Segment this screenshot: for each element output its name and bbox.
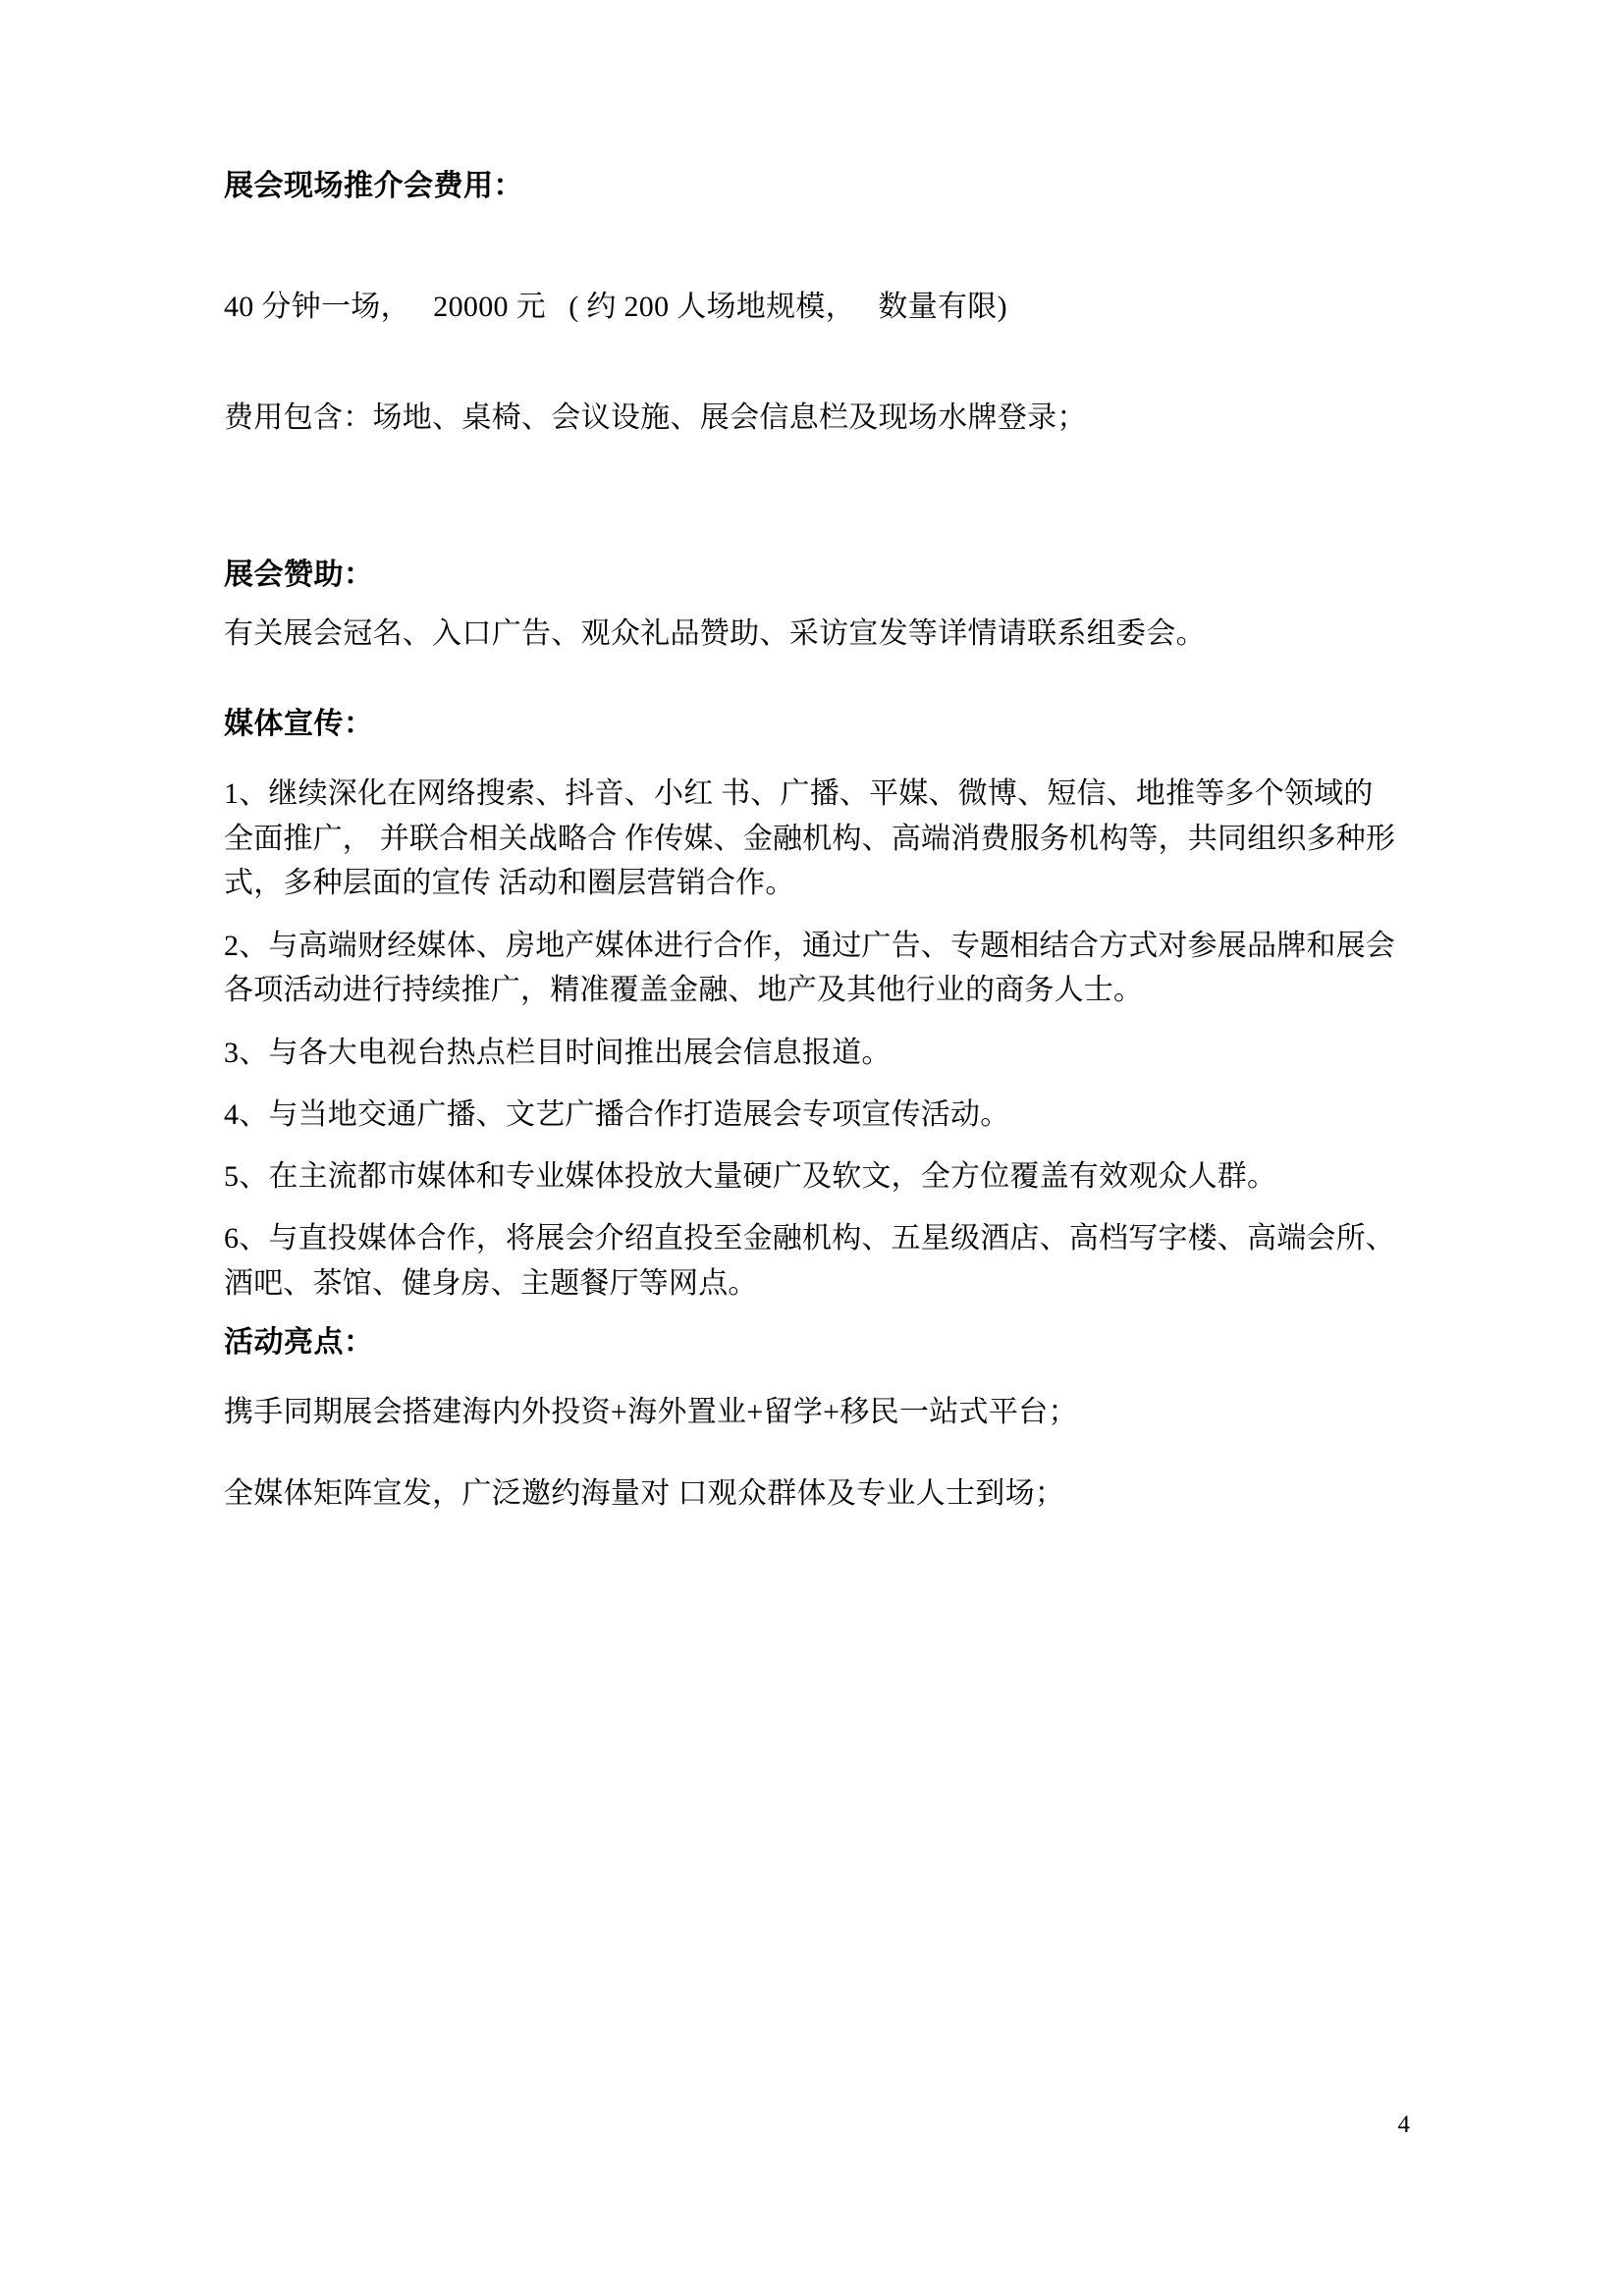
page-number: 4	[1397, 2111, 1410, 2138]
list-item: 3、与各大电视台热点栏目时间推出展会信息报道。	[224, 1036, 892, 1069]
section-heading-sponsorship: 展会赞助：	[224, 558, 374, 591]
fee-amount-line: 40 分钟一场， 20000 元 ( 约 200 人场地规模， 数量有限)	[224, 290, 1007, 323]
section-gap	[224, 656, 1402, 705]
list-item: 1、继续深化在网络搜索、抖音、小红 书、广播、平媒、微博、短信、地推等多个领域的全面推广， 并联合相关战略合 作传媒、金融机构、高端消费服务机构等，共同组织多种形式，多种层面的宣传 活动和圈层营销合作。	[224, 777, 1396, 900]
document-body	[224, 167, 1402, 1516]
spacer	[224, 744, 1402, 772]
fee-inclusion-line: 费用包含：场地、桌椅、会议设施、展会信息栏及现场水牌登录；	[224, 401, 1087, 434]
section-gap	[224, 440, 1402, 556]
spacer	[224, 1137, 1402, 1154]
list-item: 6、与直投媒体合作，将展会介绍直投至金融机构、五星级酒店、高档写字楼、高端会所、酒吧、茶馆、健身房、主题餐厅等网点。	[224, 1221, 1395, 1300]
spacer	[224, 1199, 1402, 1216]
spacer	[224, 357, 1402, 397]
section-heading-highlights: 活动亮点：	[224, 1326, 374, 1360]
spacer	[224, 207, 1402, 256]
spacer	[224, 1363, 1402, 1391]
list-item: 5、在主流都市媒体和专业媒体投放大量硬广及软文，全方位覆盖有效观众人群。	[224, 1159, 1277, 1193]
highlight-line-2: 全媒体矩阵宣发，广泛邀约海量对 口观众群体及专业人士到场；	[224, 1477, 1065, 1511]
list-item: 2、与高端财经媒体、房地产媒体进行合作，通过广告、专题相结合方式对参展品牌和展会各项活动进行持续推广，精准覆盖金融、地产及其他行业的商务人士。	[224, 929, 1395, 1007]
spacer	[224, 595, 1402, 613]
list-item: 4、与当地交通广播、文艺广播合作打造展会专项宣传活动。	[224, 1097, 1010, 1131]
section-gap	[224, 1306, 1402, 1323]
spacer	[224, 906, 1402, 924]
section-heading-fee: 展会现场推介会费用：	[224, 170, 523, 202]
spacer	[224, 1075, 1402, 1093]
spacer	[224, 1013, 1402, 1031]
spacer	[224, 1433, 1402, 1472]
section-heading-media: 媒体宣传：	[224, 707, 374, 740]
highlight-line-1: 携手同期展会搭建海内外投资+海外置业+留学+移民一站式平台；	[224, 1395, 1078, 1428]
sponsorship-text: 有关展会冠名、入口广告、观众礼品赞助、采访宣发等详情请联系组委会。	[224, 617, 1206, 650]
